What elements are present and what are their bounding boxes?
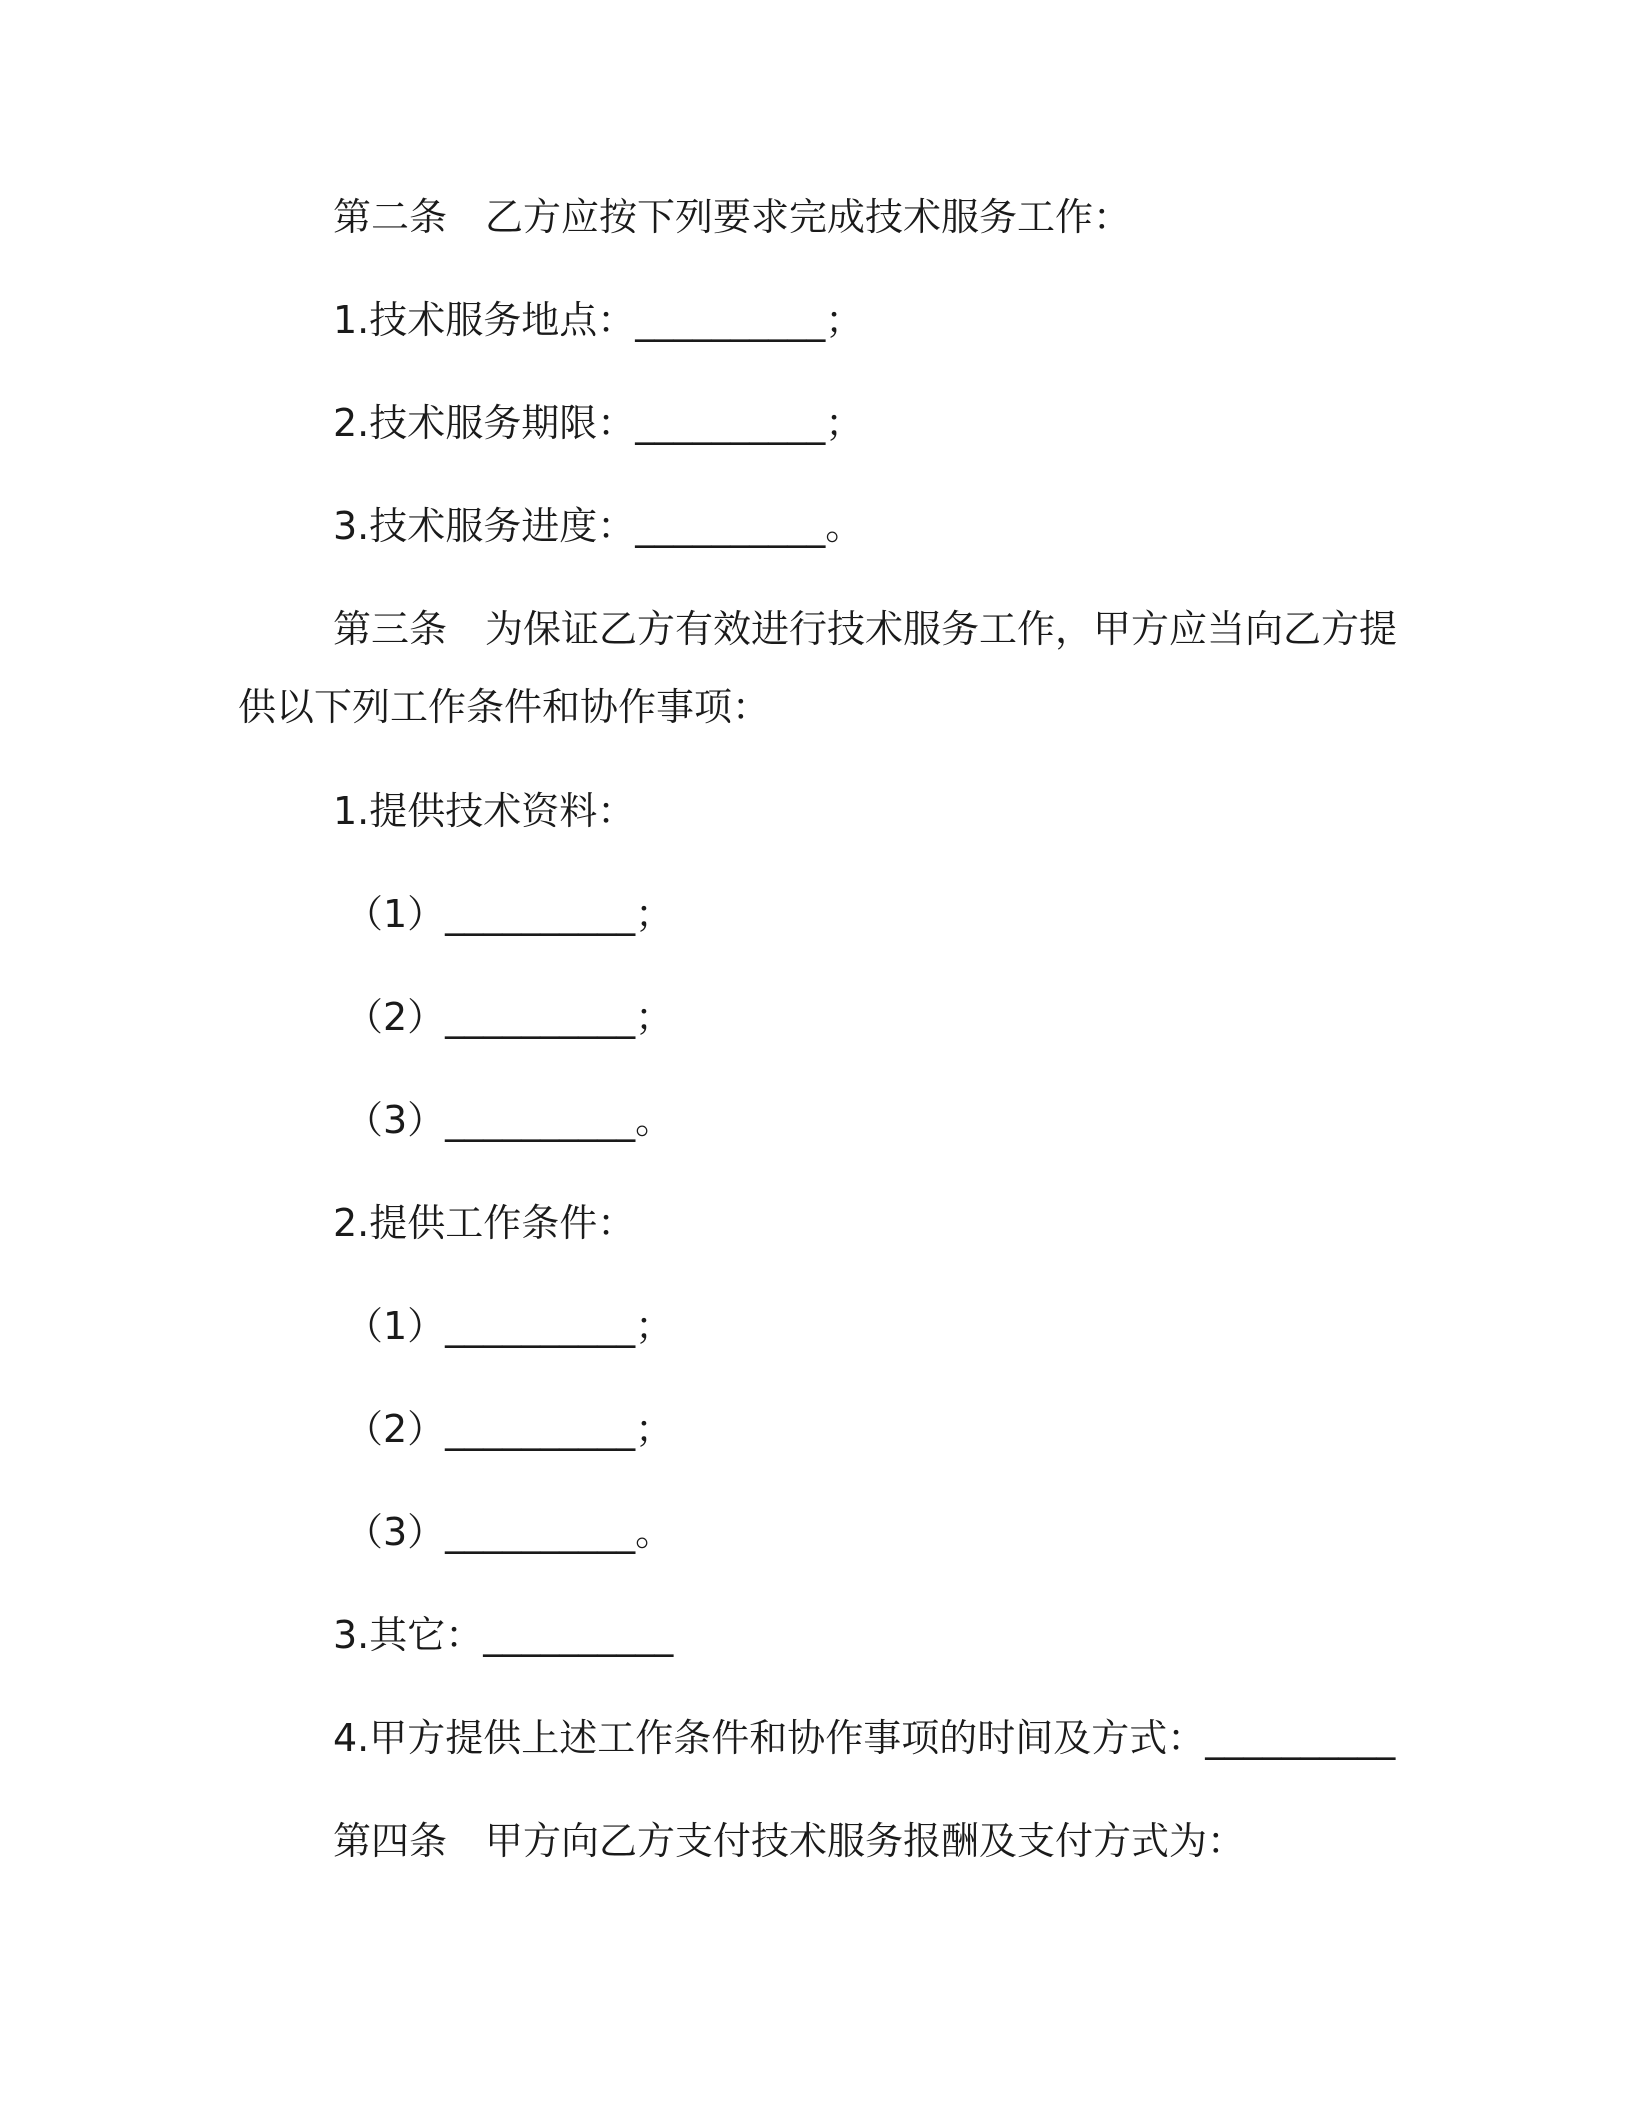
service-location-line: 1.技术服务地点：__________；	[333, 298, 864, 342]
time-and-method-line: 4.甲方提供上述工作条件和协作事项的时间及方式：__________	[333, 1716, 1396, 1760]
tech-materials-heading: 1.提供技术资料：	[333, 789, 636, 833]
work-conditions-item-3: （3）__________。	[345, 1510, 674, 1554]
work-conditions-item-2: （2）__________；	[345, 1407, 674, 1451]
article-4-heading: 第四条 甲方向乙方支付技术服务报酬及支付方式为：	[333, 1819, 1246, 1863]
work-conditions-heading: 2.提供工作条件：	[333, 1201, 636, 1245]
service-progress-line: 3.技术服务进度：__________。	[333, 504, 864, 548]
article-2-heading: 第二条 乙方应按下列要求完成技术服务工作：	[333, 195, 1132, 239]
tech-materials-item-3: （3）__________。	[345, 1098, 674, 1142]
service-period-line: 2.技术服务期限：__________；	[333, 401, 864, 445]
tech-materials-item-1: （1）__________；	[345, 892, 674, 936]
work-conditions-item-1: （1）__________；	[345, 1304, 674, 1348]
tech-materials-item-2: （2）__________；	[345, 995, 674, 1039]
other-line: 3.其它：__________	[333, 1613, 674, 1657]
article-3-heading: 第三条 为保证乙方有效进行技术服务工作，甲方应当向乙方提	[333, 607, 1398, 651]
article-3-continuation: 供以下列工作条件和协作事项：	[238, 685, 771, 729]
